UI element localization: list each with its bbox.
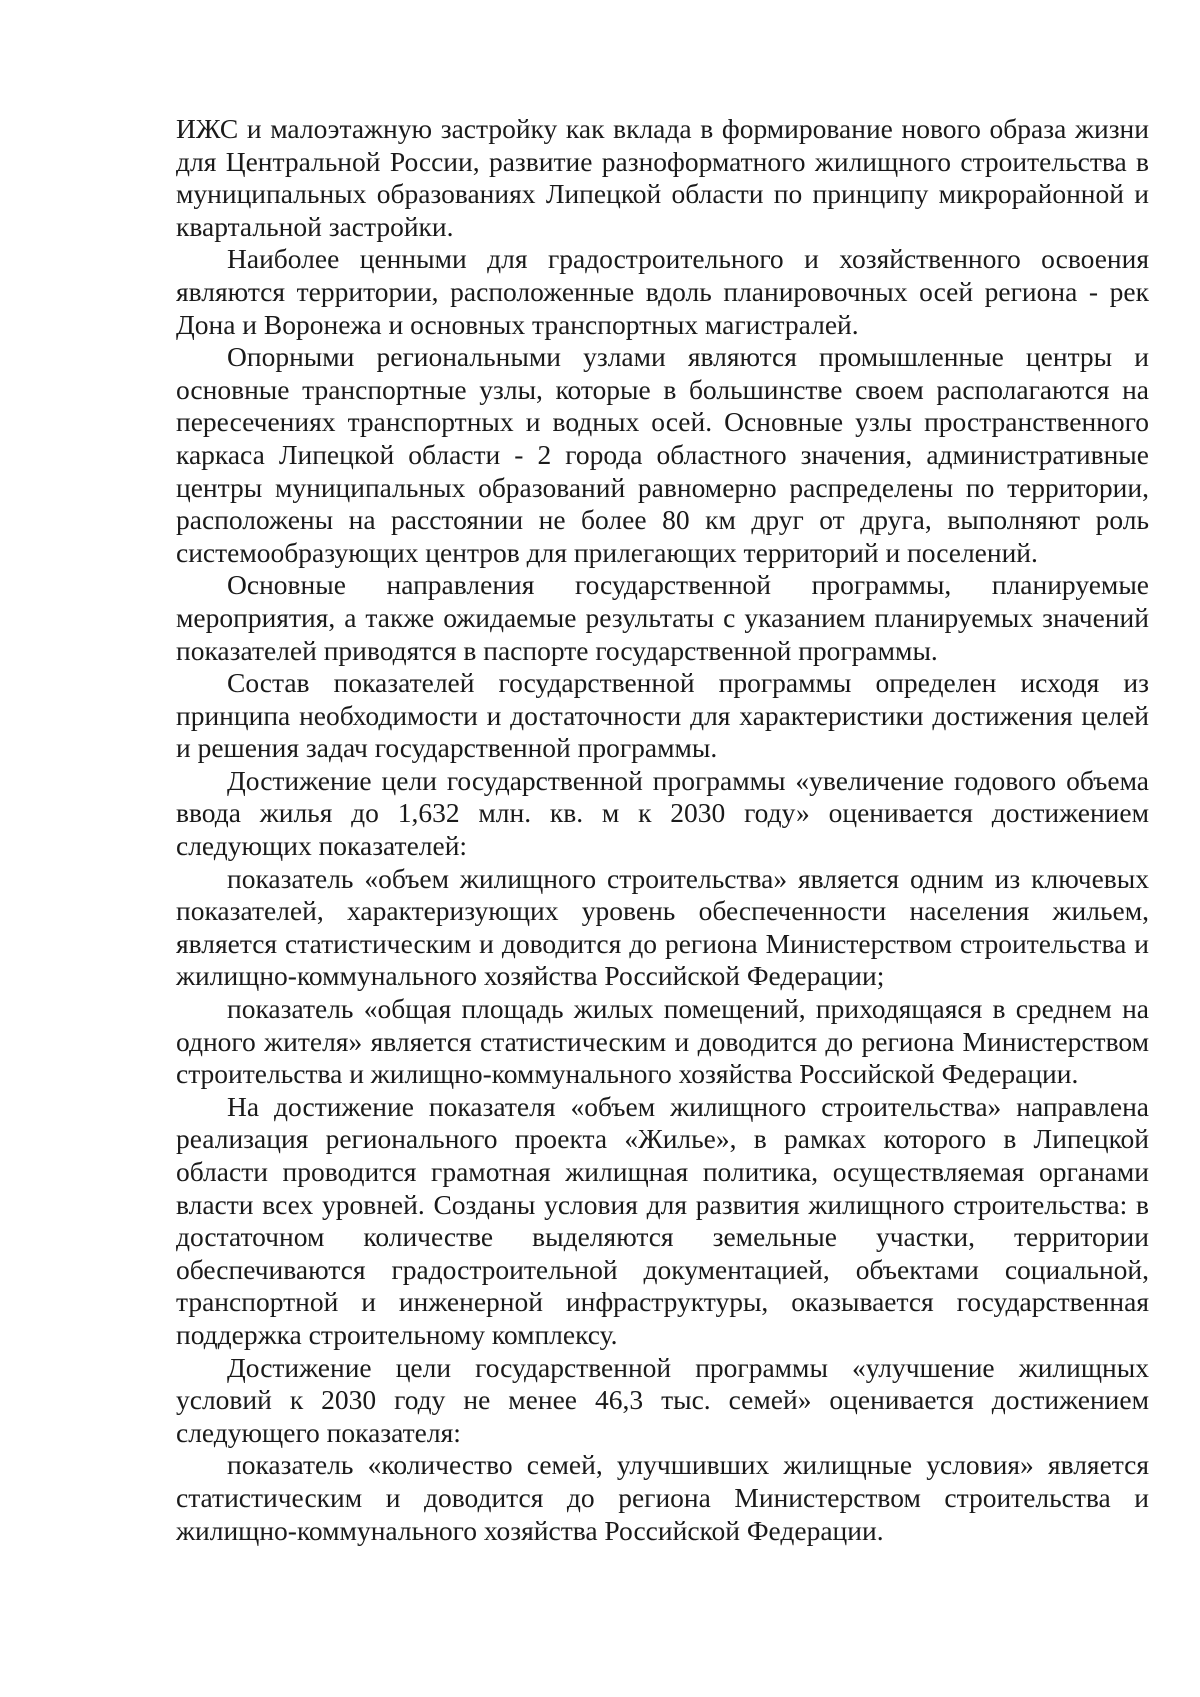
indicator-paragraph: показатель «объем жилищного строительства» является одним из ключевых показателей, характеризующих уровень обеспеченности населения жильем, является статистическим и доводится до региона Министерством строительства и жилищно-коммунального хозяйства Российской Федерации; — [176, 862, 1149, 992]
indicator-paragraph: показатель «количество семей, улучшивших жилищные условия» является статистическим и доводится до региона Министерством строительства и жилищно-коммунального хозяйства Российской Федерации. — [176, 1449, 1149, 1546]
paragraph: Состав показателей государственной программы определен исходя из принципа необходимости и достаточности для характеристики достижения целей и решения задач государственной программы. — [176, 667, 1149, 764]
paragraph-continuation: ИЖС и малоэтажную застройку как вклада в формирование нового образа жизни для Центральной России, развитие разноформатного жилищного строительства в муниципальных образованиях Липецкой области по принципу микрорайонной и квартальной застройки. — [176, 113, 1149, 242]
paragraph: Наиболее ценными для градостроительного и хозяйственного освоения являются территории, расположенные вдоль планировочных осей региона - рек Дона и Воронежа и основных транспортных магистралей. — [176, 243, 1149, 340]
indicator-paragraph: показатель «общая площадь жилых помещений, приходящаяся в среднем на одного жителя» является статистическим и доводится до региона Министерством строительства и жилищно-коммунального хозяйства Российской Федерации. — [176, 993, 1149, 1090]
paragraph: Опорными региональными узлами являются промышленные центры и основные транспортные узлы, которые в большинстве своем располагаются на пересечениях транспортных и водных осей. Основные узлы пространственного каркаса Липецкой области - 2 города областного значения, административные центры муниципальных образований равномерно распределены по территории, расположены на расстоянии не более 80 км друг от друга, выполняют роль системообразующих центров для прилегающих территорий и поселений. — [176, 341, 1149, 568]
paragraph: Достижение цели государственной программы «улучшение жилищных условий к 2030 году не менее 46,3 тыс. семей» оценивается достижением следующего показателя: — [176, 1351, 1149, 1448]
paragraph: Достижение цели государственной программы «увеличение годового объема ввода жилья до 1,632 млн. кв. м к 2030 году» оценивается достижением следующих показателей: — [176, 764, 1149, 862]
paragraph: На достижение показателя «объем жилищного строительства» направлена реализация регионального проекта «Жилье», в рамках которого в Липецкой области проводится грамотная жилищная политика, осуществляемая органами власти всех уровней. Созданы условия для развития жилищного строительства: в достаточном количестве выделяются земельные участки, территории обеспечиваются градостроительной документацией, объектами социальной, транспортной и инженерной инфраструктуры, оказывается государственная поддержка строительному комплексу. — [176, 1090, 1149, 1350]
paragraph: Основные направления государственной программы, планируемые мероприятия, а также ожидаемые результаты с указанием планируемых значений показателей приводятся в паспорте государственной программы. — [176, 569, 1149, 666]
document-body — [176, 113, 1149, 1547]
